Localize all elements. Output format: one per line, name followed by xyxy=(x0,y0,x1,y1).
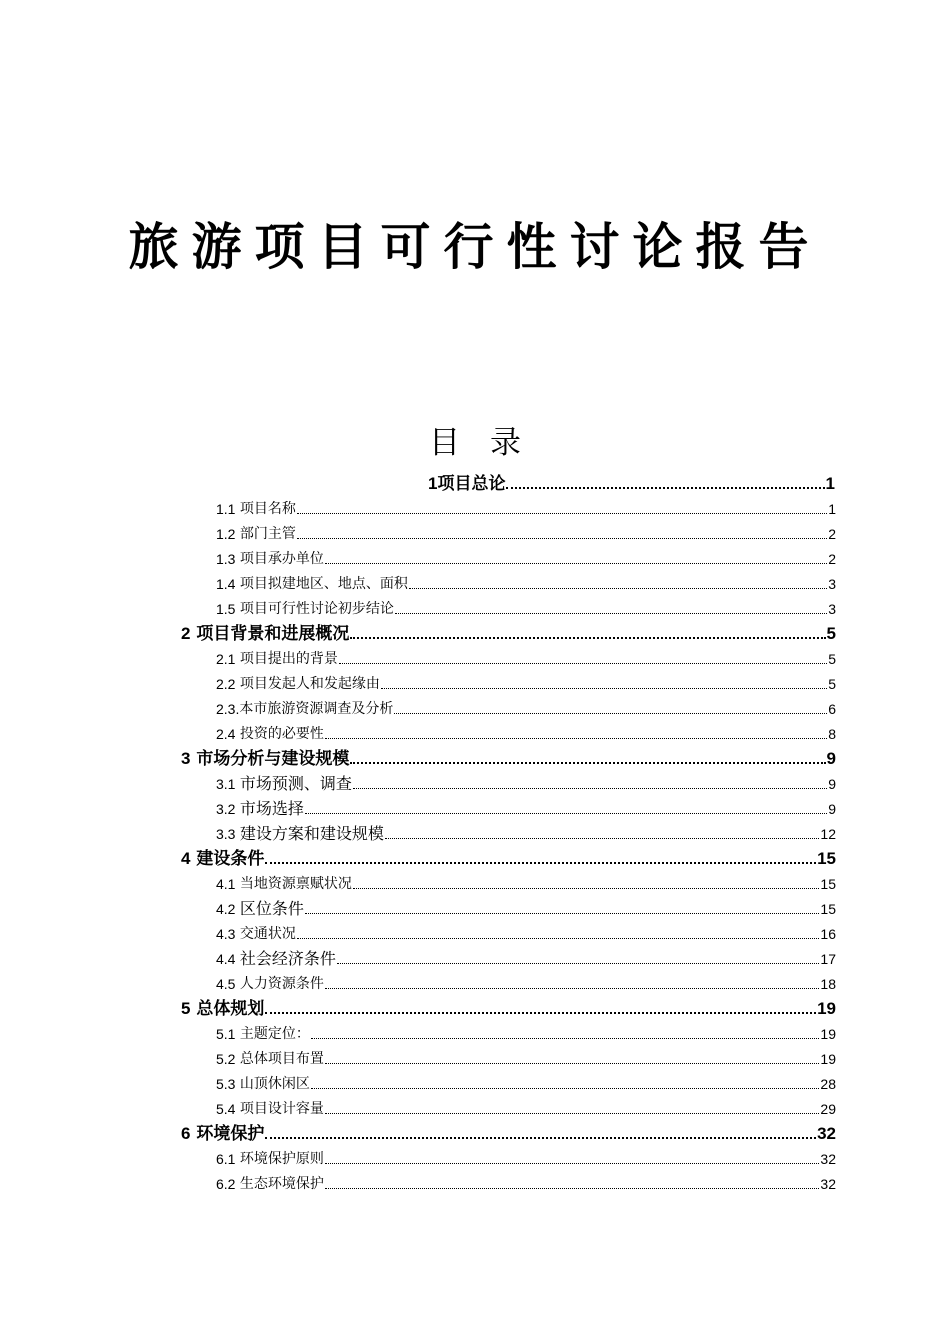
toc-entry[interactable] xyxy=(216,1069,836,1094)
toc-entry[interactable] xyxy=(216,519,836,544)
toc-entry[interactable] xyxy=(216,544,836,569)
toc-entry[interactable] xyxy=(181,744,836,769)
toc-entry-number: 4.1 xyxy=(216,876,236,892)
toc-entry-page: 15 xyxy=(820,876,836,892)
toc-entry-number: 3.1 xyxy=(216,776,236,792)
toc-entry-number: 3.3 xyxy=(216,826,236,842)
toc-leader-dots xyxy=(325,1063,820,1064)
toc-entry-page: 8 xyxy=(828,726,836,742)
toc-leader-dots xyxy=(325,738,827,739)
toc-entry-number: 1 xyxy=(428,474,438,493)
toc-entry-page: 9 xyxy=(828,801,836,817)
toc-entry[interactable] xyxy=(216,894,836,919)
toc-entry-page: 15 xyxy=(820,901,836,917)
toc-entry-label: 环境保护 xyxy=(196,1124,265,1143)
toc-entry-label: 社会经济条件 xyxy=(239,949,336,968)
toc-entry-page: 18 xyxy=(820,976,836,992)
toc-entry-label: 部门主管 xyxy=(239,526,296,542)
toc-entry-label: 建设条件 xyxy=(196,849,265,868)
toc-entry-page: 5 xyxy=(828,676,836,692)
toc-entry-number: 3.2 xyxy=(216,801,236,817)
toc-entry-label: 市场选择 xyxy=(239,799,304,818)
toc-entry[interactable] xyxy=(216,1169,836,1194)
toc-entry[interactable] xyxy=(216,819,836,844)
toc-leader-dots xyxy=(350,637,825,639)
toc-entry-page: 9 xyxy=(828,776,836,792)
toc-heading: 目录 xyxy=(429,425,551,461)
toc-entry-page: 3 xyxy=(828,576,836,592)
toc-leader-dots xyxy=(350,762,825,764)
toc-entry-number: 1.3 xyxy=(216,551,236,567)
toc-entry-page: 15 xyxy=(817,849,836,868)
toc-entry[interactable] xyxy=(181,844,836,869)
toc-entry-number: 1.5 xyxy=(216,601,236,617)
toc-entry[interactable] xyxy=(216,669,836,694)
toc-entry-label: 项目可行性讨论初步结论 xyxy=(239,601,394,617)
toc-entry-label: 当地资源禀赋状况 xyxy=(239,876,352,892)
toc-leader-dots xyxy=(325,1188,820,1189)
toc-entry-page: 29 xyxy=(820,1101,836,1117)
toc-entry[interactable] xyxy=(216,769,836,794)
toc-entry[interactable] xyxy=(216,494,836,519)
toc-entry-label: 投资的必要性 xyxy=(239,726,324,742)
toc-entry-number: 1.1 xyxy=(216,501,236,517)
toc-entry-number: 5.4 xyxy=(216,1101,236,1117)
toc-entry-page: 9 xyxy=(826,749,836,768)
toc-entry[interactable] xyxy=(216,719,836,744)
toc-entry-number: 1.2 xyxy=(216,526,236,542)
toc-entry-number: 4.5 xyxy=(216,976,236,992)
toc-entry-label: 交通状况 xyxy=(239,926,296,942)
toc-entry-number: 6.2 xyxy=(216,1176,236,1192)
toc-entry-page: 19 xyxy=(820,1051,836,1067)
toc-entry-page: 6 xyxy=(828,701,836,717)
toc-entry-number: 6 xyxy=(181,1124,191,1143)
toc-entry-number: 5.1 xyxy=(216,1026,236,1042)
toc-entry-page: 1 xyxy=(825,474,835,493)
toc-entry[interactable] xyxy=(216,569,836,594)
toc-entry-number: 1.4 xyxy=(216,576,236,592)
toc-entry-number: 5.3 xyxy=(216,1076,236,1092)
toc-entry-label: 生态环境保护 xyxy=(239,1176,324,1192)
toc-entry-label: 总体项目布置 xyxy=(239,1051,324,1067)
toc-entry[interactable] xyxy=(216,869,836,894)
toc-entry-number: 3 xyxy=(181,749,191,768)
toc-entry-number: 5.2 xyxy=(216,1051,236,1067)
toc-entry-label: 项目总论 xyxy=(437,474,506,493)
toc-entry-page: 17 xyxy=(820,951,836,967)
toc-leader-dots xyxy=(297,938,820,939)
toc-entry-page: 16 xyxy=(820,926,836,942)
toc-entry-label: 主题定位： xyxy=(239,1026,310,1042)
toc-entry-label: 项目承办单位 xyxy=(239,551,324,567)
toc-leader-dots xyxy=(325,1163,820,1164)
toc-entry[interactable] xyxy=(216,694,836,719)
toc-leader-dots xyxy=(265,1137,816,1139)
toc-entry[interactable] xyxy=(216,594,836,619)
toc-leader-dots xyxy=(305,913,819,914)
toc-leader-dots xyxy=(409,588,827,589)
toc-entry-page: 19 xyxy=(820,1026,836,1042)
toc-leader-dots xyxy=(337,963,819,964)
toc-entry-page: 32 xyxy=(817,1124,836,1143)
toc-leader-dots xyxy=(395,613,827,614)
toc-leader-dots xyxy=(265,862,816,864)
toc-entry-page: 2 xyxy=(828,526,836,542)
toc-entry-label: 山顶休闲区 xyxy=(239,1076,310,1092)
toc-entry-page: 32 xyxy=(820,1151,836,1167)
toc-entry-number: 2.4 xyxy=(216,726,236,742)
toc-entry-number: 4 xyxy=(181,849,191,868)
toc-entry-page: 3 xyxy=(828,601,836,617)
toc-leader-dots xyxy=(353,888,820,889)
toc-entry[interactable] xyxy=(216,794,836,819)
toc-leader-dots xyxy=(311,1038,820,1039)
toc-entry[interactable] xyxy=(216,1144,836,1169)
toc-leader-dots xyxy=(353,788,827,789)
toc-leader-dots xyxy=(506,487,824,489)
toc-entry-number: 4.3 xyxy=(216,926,236,942)
toc-leader-dots xyxy=(265,1012,816,1014)
toc-entry[interactable] xyxy=(216,1044,836,1069)
toc-entry-page: 5 xyxy=(826,624,836,643)
toc-entry-number: 2 xyxy=(181,624,191,643)
toc-leader-dots xyxy=(325,1113,820,1114)
toc-entry-label: 环境保护原则 xyxy=(239,1151,324,1167)
toc-entry-label: 项目名称 xyxy=(239,501,296,517)
toc-entry[interactable] xyxy=(216,944,836,969)
toc-entry[interactable] xyxy=(216,1094,836,1119)
toc-entry-label: 项目背景和进展概况 xyxy=(196,624,350,643)
toc-entry[interactable] xyxy=(181,994,836,1019)
toc-entry[interactable] xyxy=(216,1019,836,1044)
toc-entry-label: 区位条件 xyxy=(239,899,304,918)
toc-entry-number: 2.1 xyxy=(216,651,236,667)
toc-entry-page: 1 xyxy=(828,501,836,517)
toc-entry-label: 人力资源条件 xyxy=(239,976,324,992)
toc-entry-label: 市场分析与建设规模 xyxy=(196,749,350,768)
toc-entry-label: 项目设计容量 xyxy=(239,1101,324,1117)
toc-entry[interactable] xyxy=(428,469,835,494)
toc-entry-label: 项目发起人和发起缘由 xyxy=(239,676,380,692)
toc-leader-dots xyxy=(385,838,819,839)
toc-entry-page: 12 xyxy=(820,826,836,842)
toc-entry-number: 5 xyxy=(181,999,191,1018)
toc-entry[interactable] xyxy=(181,619,836,644)
toc-entry-page: 5 xyxy=(828,651,836,667)
toc-entry-number: 2.2 xyxy=(216,676,236,692)
toc-entry-label: 项目提出的背景 xyxy=(239,651,338,667)
toc-entry-label: 建设方案和建设规模 xyxy=(239,824,384,843)
toc-entry[interactable] xyxy=(181,1119,836,1144)
toc-leader-dots xyxy=(325,563,827,564)
toc-leader-dots xyxy=(339,663,827,664)
toc-entry-number: 2.3. xyxy=(216,701,240,717)
document-title: 旅游项目可行性讨论报告 xyxy=(128,217,822,276)
toc-entry[interactable] xyxy=(216,644,836,669)
toc-entry-label: 总体规划 xyxy=(196,999,265,1018)
toc-leader-dots xyxy=(305,813,827,814)
toc-entry-number: 6.1 xyxy=(216,1151,236,1167)
toc-entry[interactable] xyxy=(216,919,836,944)
toc-entry-label: 项目拟建地区、地点、面积 xyxy=(239,576,408,592)
toc-entry-label: 本市旅游资源调查及分析 xyxy=(239,701,394,717)
toc-leader-dots xyxy=(297,513,827,514)
toc-entry-page: 19 xyxy=(817,999,836,1018)
toc-entry-page: 2 xyxy=(828,551,836,567)
toc-entry-page: 28 xyxy=(820,1076,836,1092)
toc-leader-dots xyxy=(325,988,820,989)
toc-leader-dots xyxy=(311,1088,820,1089)
toc-entry-label: 市场预测、调查 xyxy=(239,774,352,793)
toc-leader-dots xyxy=(381,688,827,689)
toc-entry-page: 32 xyxy=(820,1176,836,1192)
toc-leader-dots xyxy=(297,538,827,539)
toc-entry-number: 4.2 xyxy=(216,901,236,917)
toc-entry[interactable] xyxy=(216,969,836,994)
toc-leader-dots xyxy=(394,713,827,714)
toc-entry-number: 4.4 xyxy=(216,951,236,967)
